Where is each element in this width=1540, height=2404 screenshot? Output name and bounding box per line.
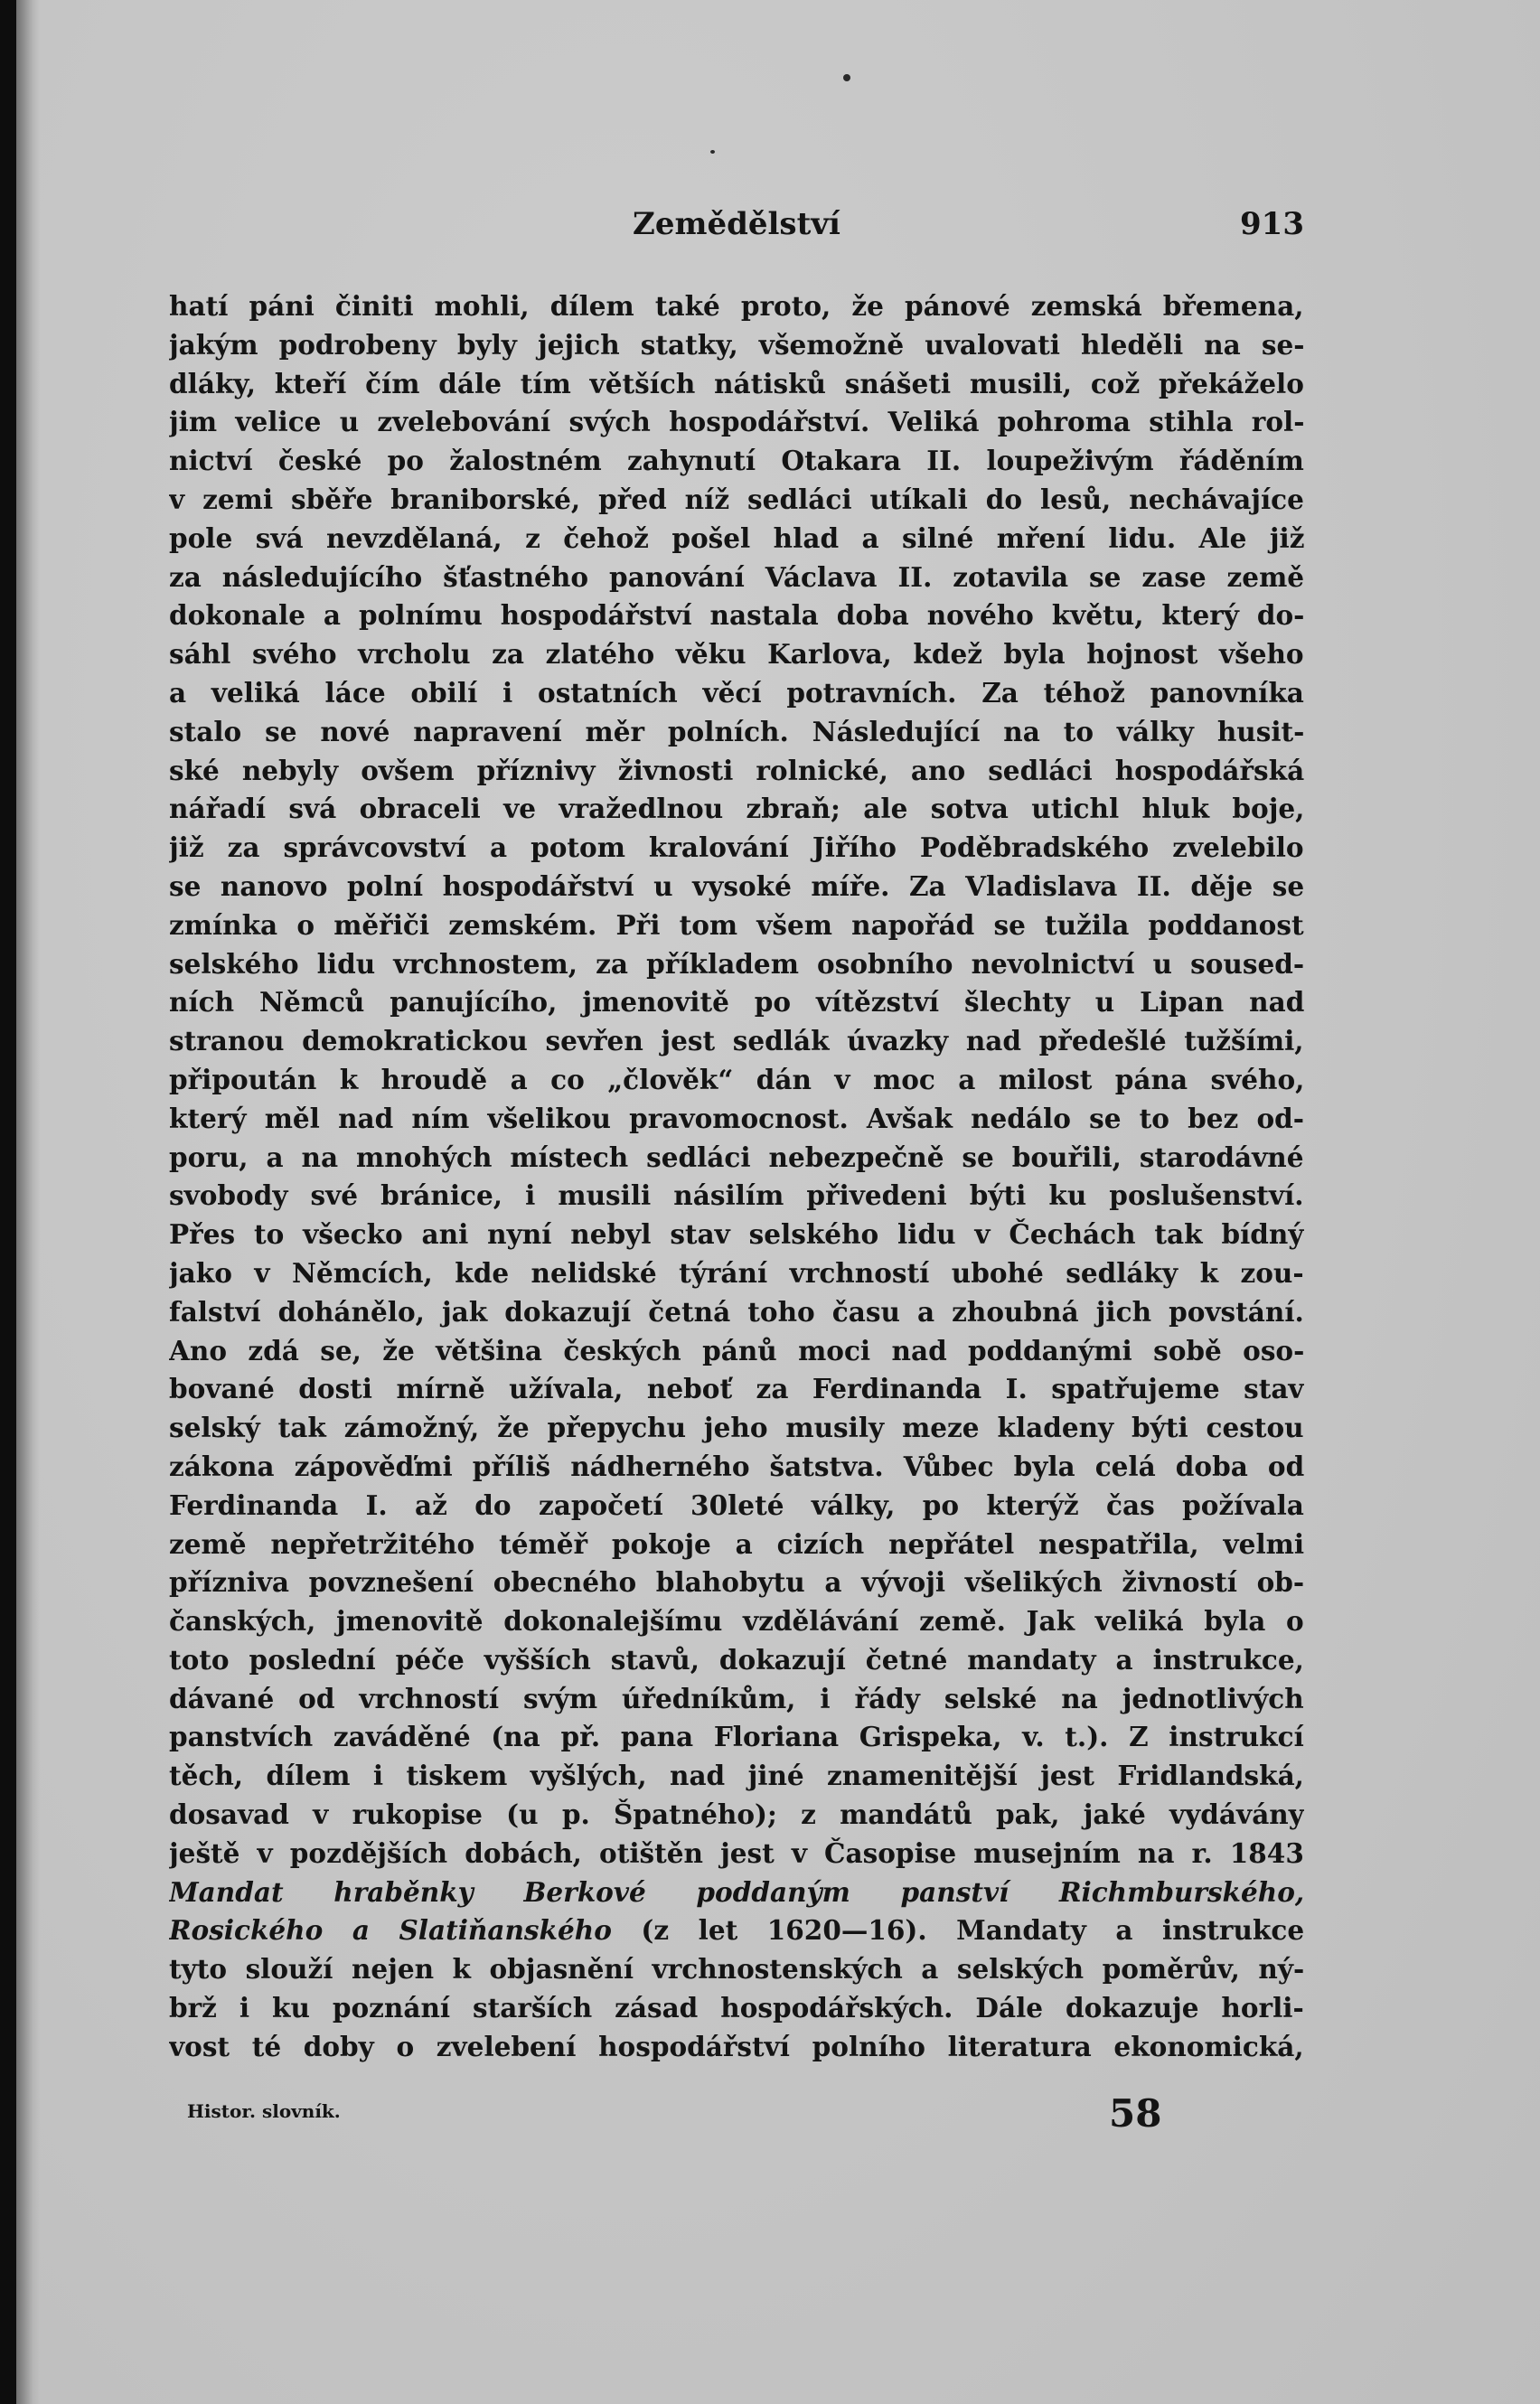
- text-segment: stranou demokratickou sevřen jest sedlák úvazky nad předešlé tužšími,: [169, 1025, 1304, 1057]
- text-line: [169, 1100, 1304, 1139]
- text-segment: hatí páni činiti mohli, dílem také proto, že pánové zemská břemena,: [169, 290, 1304, 322]
- text-segment: za následujícího šťastného panování Václava II. zotavila se zase země: [169, 560, 1304, 593]
- text-line: [169, 1757, 1304, 1796]
- text-segment: čanských, jmenovitě dokonalejšímu vzdělávání země. Jak veliká byla o: [169, 1605, 1304, 1638]
- text-segment: selského lidu vrchnostem, za příkladem osobního nevolnictví u soused-: [169, 947, 1304, 980]
- text-segment: svobody své bránice, i musili násilím přivedeni býti ku poslušenství.: [169, 1179, 1304, 1212]
- ink-speck: [843, 74, 850, 81]
- text-segment: pole svá nevzdělaná, z čehož pošel hlad a silné mření lidu. Ale již: [169, 521, 1304, 554]
- text-line: [169, 403, 1304, 442]
- text-segment: zákona zápověďmi příliš nádherného šatstva. Vůbec byla celá doba od: [169, 1450, 1304, 1482]
- text-segment: poru, a na mnohých místech sedláci nebezpečně se bouřili, starodávné: [169, 1141, 1304, 1173]
- text-line: [169, 790, 1304, 829]
- text-line: [169, 983, 1304, 1022]
- text-segment: sáhl svého vrcholu za zlatého věku Karlova, kdež byla hojnost všeho: [169, 638, 1304, 671]
- signature-mark: 58: [1109, 2091, 1162, 2136]
- text-line: [169, 829, 1304, 868]
- text-segment: již za správcovství a potom kralování Jiřího Poděbradského zvelebilo: [169, 831, 1304, 864]
- text-line: [169, 1680, 1304, 1719]
- text-line: [169, 1061, 1304, 1100]
- text-line: [169, 1293, 1304, 1332]
- text-segment: vost té doby o zvelebení hospodářství polního literatura ekonomická,: [169, 2030, 1304, 2062]
- text-segment: stalo se nové napravení měr polních. Následující na to války husit-: [169, 715, 1304, 747]
- text-segment: (z let 1620—16). Mandaty a instrukce: [611, 1914, 1304, 1947]
- text-segment: Ferdinanda I. až do započetí 30leté války, po kterýž čas požívala: [169, 1488, 1304, 1521]
- text-segment: jako v Němcích, kde nelidské týrání vrchností ubohé sedláky k zou-: [169, 1256, 1304, 1289]
- text-line: [169, 1873, 1304, 1912]
- text-line: [169, 287, 1304, 326]
- text-segment: selský tak zámožný, že přepychu jeho musily meze kladeny býti cestou: [169, 1412, 1304, 1444]
- italic-text-segment: Rosického a Slatiňanského: [169, 1914, 612, 1947]
- text-segment: Přes to všecko ani nyní nebyl stav selského lidu v Čechách tak bídný: [169, 1218, 1304, 1251]
- text-line: [169, 1718, 1304, 1757]
- text-segment: který měl nad ním všelikou pravomocnost. Avšak nedálo se to bez od-: [169, 1102, 1304, 1134]
- text-line: [169, 559, 1304, 597]
- text-line: [169, 1602, 1304, 1641]
- text-line: [169, 442, 1304, 481]
- ink-speck: [710, 150, 715, 154]
- text-line: [169, 1989, 1304, 2028]
- text-segment: připoután k hroudě a co „člověk“ dán v moc a milost pána svého,: [169, 1063, 1304, 1095]
- text-line: [169, 1526, 1304, 1564]
- text-segment: a veliká láce obilí i ostatních věcí potravních. Za téhož panovníka: [169, 676, 1304, 709]
- text-segment: tyto slouží nejen k objasnění vrchnostenských a selských poměrův, ný-: [169, 1953, 1304, 1986]
- text-line: [169, 945, 1304, 984]
- text-segment: v zemi sběře braniborské, před níž sedláci utíkali do lesů, nechávajíce: [169, 483, 1304, 515]
- text-line: [169, 520, 1304, 559]
- text-line: [169, 481, 1304, 520]
- text-line: [169, 596, 1304, 635]
- text-segment: dokonale a polnímu hospodářství nastala doba nového květu, který do-: [169, 599, 1304, 632]
- signature-label: Histor. slovník.: [187, 2100, 341, 2122]
- text-line: [169, 906, 1304, 945]
- text-segment: nictví české po žalostném zahynutí Otakara II. loupeživým řáděním: [169, 445, 1304, 477]
- text-line: [169, 1022, 1304, 1061]
- text-line: [169, 1254, 1304, 1293]
- italic-text-segment: Mandat hraběnky Berkové poddaným panství Richmburského,: [169, 1875, 1304, 1908]
- text-segment: panstvích zaváděné (na př. pana Floriana Grispeka, v. t.). Z instrukcí: [169, 1721, 1304, 1753]
- text-segment: ské nebyly ovšem příznivy živnosti rolnické, ano sedláci hospodářská: [169, 754, 1304, 786]
- text-line: [169, 635, 1304, 674]
- text-line: [169, 1641, 1304, 1680]
- text-line: [169, 1216, 1304, 1254]
- text-line: [169, 752, 1304, 791]
- text-line: [169, 1370, 1304, 1409]
- text-line: [169, 1448, 1304, 1487]
- running-header: [169, 206, 1304, 251]
- text-segment: toto poslední péče vyšších stavů, dokazují četné mandaty a instrukce,: [169, 1643, 1304, 1676]
- body-text: [169, 287, 1304, 2067]
- text-line: [169, 1332, 1304, 1371]
- text-segment: nářadí svá obraceli ve vražedlnou zbraň; ale sotva utichl hluk boje,: [169, 793, 1304, 825]
- text-segment: jakým podrobeny byly jejich statky, všemožně uvalovati hleděli na se-: [169, 328, 1304, 361]
- text-segment: bované dosti mírně užívala, neboť za Ferdinanda I. spatřujeme stav: [169, 1373, 1304, 1405]
- binding-shadow: [16, 0, 40, 2404]
- text-line: [169, 1796, 1304, 1835]
- text-segment: země nepřetržitého téměř pokoje a cizích nepřátel nespatřila, velmi: [169, 1527, 1304, 1560]
- page-number: 913: [1240, 206, 1304, 242]
- text-line: [169, 2028, 1304, 2067]
- text-segment: zmínka o měřiči zemském. Při tom všem napořád se tužila poddanost: [169, 908, 1304, 941]
- text-line: [169, 1564, 1304, 1602]
- text-segment: dávané od vrchností svým úředníkům, i řády selské na jednotlivých: [169, 1682, 1304, 1714]
- text-segment: ních Němců panujícího, jmenovitě po vítězství šlechty u Lipan nad: [169, 986, 1304, 1019]
- text-segment: falství dohánělo, jak dokazují četná toho času a zhoubná jich povstání.: [169, 1295, 1304, 1328]
- text-line: [169, 868, 1304, 906]
- text-segment: se nanovo polní hospodářství u vysoké míře. Za Vladislava II. děje se: [169, 869, 1304, 902]
- text-segment: Ano zdá se, že většina českých pánů moci nad poddanými sobě oso-: [169, 1334, 1304, 1366]
- text-line: [169, 1409, 1304, 1448]
- text-line: [169, 1139, 1304, 1178]
- text-segment: příznivа povznešení obecného blahobytu a vývoji všelikých živností ob-: [169, 1566, 1304, 1599]
- text-segment: ještě v pozdějších dobách, otištěn jest v Časopise musejním na r. 1843: [169, 1836, 1304, 1869]
- text-line: [169, 1487, 1304, 1526]
- text-segment: těch, dílem i tiskem vyšlých, nad jiné znamenitější jest Fridlandská,: [169, 1760, 1304, 1792]
- text-segment: dláky, kteří čím dále tím větších nátisků snášeti musili, což překáželo: [169, 367, 1304, 399]
- text-segment: dosavad v rukopise (u p. Špatného); z mandátů pak, jaké vydávány: [169, 1798, 1304, 1831]
- text-line: [169, 365, 1304, 404]
- text-line: [169, 674, 1304, 713]
- text-line: [169, 1950, 1304, 1989]
- running-title: Zemědělství: [633, 206, 840, 242]
- text-segment: jim velice u zvelebování svých hospodářství. Veliká pohroma stihla rol-: [169, 406, 1304, 438]
- text-line: [169, 1911, 1304, 1950]
- page-footer: [169, 2091, 1304, 2144]
- text-line: [169, 326, 1304, 365]
- text-line: [169, 1177, 1304, 1216]
- text-line: [169, 1835, 1304, 1873]
- text-line: [169, 713, 1304, 752]
- text-segment: brž i ku poznání starších zásad hospodářských. Dále dokazuje horli-: [169, 1992, 1304, 2024]
